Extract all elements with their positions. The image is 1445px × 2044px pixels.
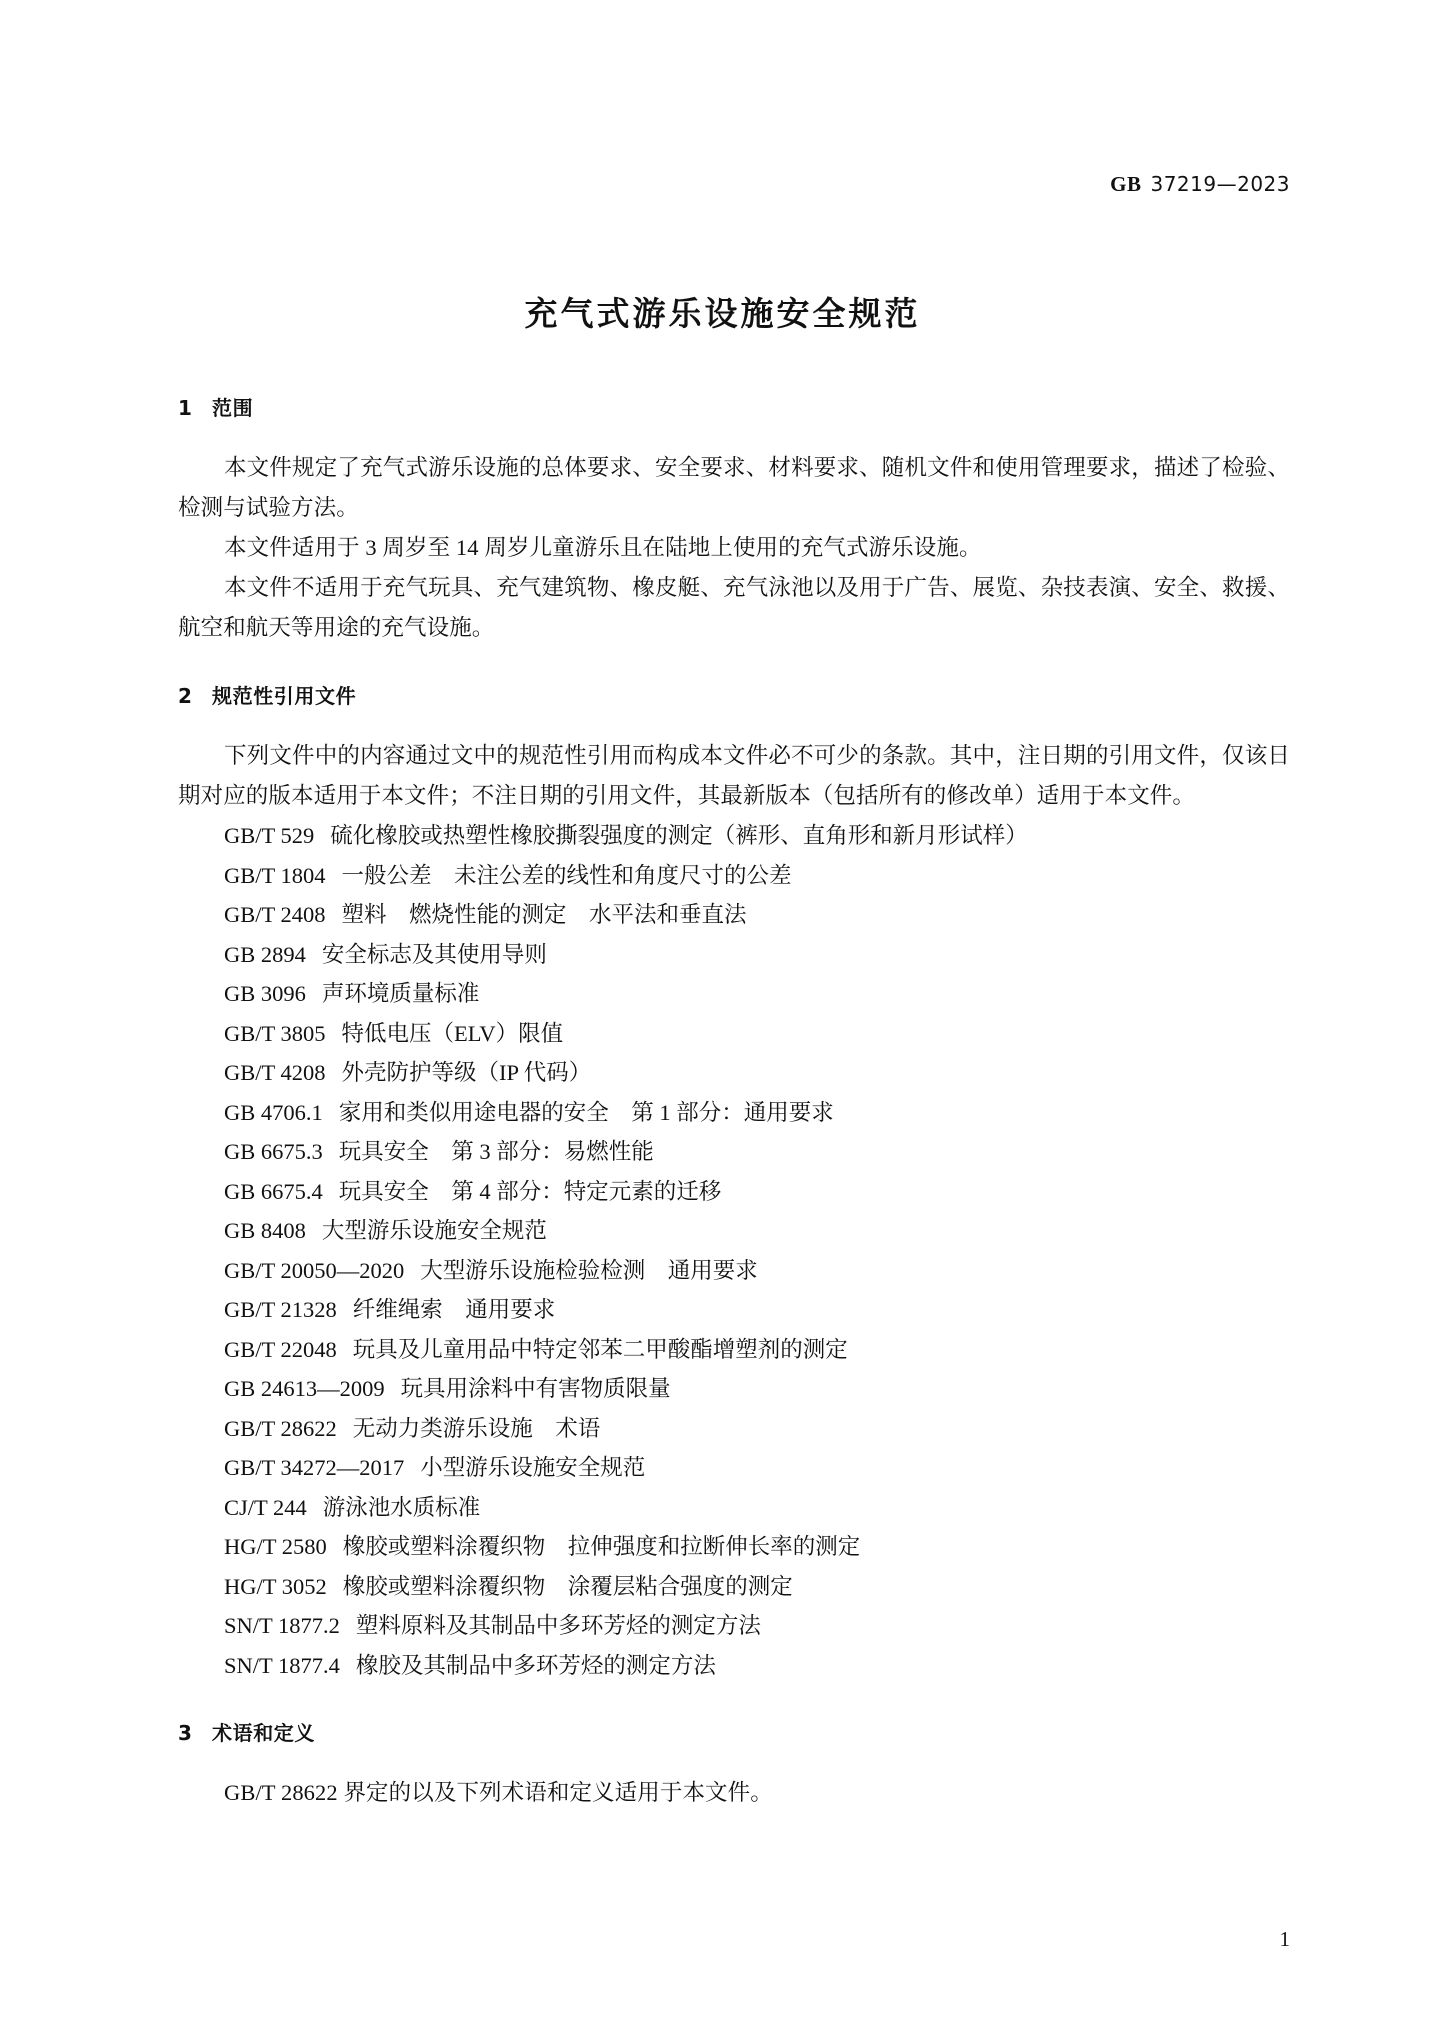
reference-item xyxy=(178,974,1290,1014)
spacer xyxy=(178,706,1290,736)
section-number-normative-references: 2 xyxy=(178,684,193,708)
reference-title: 大型游乐设施安全规范 xyxy=(321,1218,547,1243)
spacer xyxy=(178,648,1290,686)
reference-title: 游泳池水质标准 xyxy=(322,1494,481,1520)
scope-paragraph-3: 本文件不适用于充气玩具、充气建筑物、橡皮艇、充气泳池以及用于广告、展览、杂技表演、安全、救援、航空和航天等用途的充气设施。 xyxy=(178,575,1290,640)
normative-references-paragraph-1: 下列文件中的内容通过文中的规范性引用而构成本文件必不可少的条款。其中，注日期的引用文件，仅该日期对应的版本适用于本文件；不注日期的引用文件，其最新版本（包括所有的修改单）适用于本文件。 xyxy=(178,743,1290,808)
reference-title: 玩具安全 第 3 部分：易燃性能 xyxy=(338,1139,654,1164)
reference-code: GB/T 34272—2017 xyxy=(224,1455,405,1480)
reference-item xyxy=(178,1606,1290,1646)
reference-item xyxy=(178,1330,1290,1370)
reference-item xyxy=(178,1172,1290,1212)
section-title-terms-and-definitions: 术语和定义 xyxy=(212,1721,315,1745)
reference-item xyxy=(178,1369,1290,1409)
reference-item xyxy=(178,1251,1290,1291)
reference-title: 一般公差 未注公差的线性和角度尺寸的公差 xyxy=(341,862,792,888)
reference-code: GB/T 22048 xyxy=(224,1336,337,1362)
spacer xyxy=(178,418,1290,448)
reference-title: 硫化橡胶或热塑性橡胶撕裂强度的测定（裤形、直角形和新月形试样） xyxy=(330,823,1028,848)
reference-item xyxy=(178,895,1290,935)
reference-item xyxy=(178,1093,1290,1133)
reference-item xyxy=(178,1132,1290,1172)
reference-code: GB/T 3805 xyxy=(224,1020,326,1046)
normative-reference-list xyxy=(178,816,1290,1685)
reference-code: GB/T 21328 xyxy=(224,1297,337,1322)
reference-item xyxy=(178,1290,1290,1330)
reference-code: GB 6675.4 xyxy=(224,1178,323,1204)
reference-code: GB 6675.3 xyxy=(224,1139,323,1164)
reference-item xyxy=(178,1409,1290,1449)
section-number-scope: 1 xyxy=(178,396,193,420)
reference-title: 特低电压（ELV）限值 xyxy=(341,1020,564,1046)
reference-title: 家用和类似用途电器的安全 第 1 部分：通用要求 xyxy=(338,1099,834,1125)
reference-code: HG/T 2580 xyxy=(224,1534,327,1559)
reference-title: 纤维绳索 通用要求 xyxy=(352,1297,556,1322)
reference-title: 无动力类游乐设施 术语 xyxy=(352,1415,601,1441)
section-heading-scope xyxy=(178,398,1290,418)
reference-code: GB/T 1804 xyxy=(224,862,326,888)
reference-item xyxy=(178,1527,1290,1567)
reference-item xyxy=(178,1211,1290,1251)
standard-prefix: GB xyxy=(1110,172,1142,196)
section-title-scope: 范围 xyxy=(212,396,254,420)
reference-code: CJ/T 244 xyxy=(224,1494,307,1520)
reference-item xyxy=(178,1448,1290,1488)
reference-code: GB/T 20050—2020 xyxy=(224,1257,405,1283)
reference-title: 玩具及儿童用品中特定邻苯二甲酸酯增塑剂的测定 xyxy=(352,1336,848,1362)
reference-code: GB 24613—2009 xyxy=(224,1376,385,1401)
reference-title: 声环境质量标准 xyxy=(321,981,480,1006)
document-body xyxy=(178,398,1290,1813)
reference-code: SN/T 1877.2 xyxy=(224,1613,340,1638)
reference-item xyxy=(178,1488,1290,1528)
reference-title: 橡胶或塑料涂覆织物 涂覆层粘合强度的测定 xyxy=(342,1573,793,1599)
scope-paragraph-1: 本文件规定了充气式游乐设施的总体要求、安全要求、材料要求、随机文件和使用管理要求，描述了检验、检测与试验方法。 xyxy=(178,455,1290,520)
reference-code: GB 8408 xyxy=(224,1218,306,1243)
section-heading-normative-references xyxy=(178,686,1290,706)
reference-item xyxy=(178,935,1290,975)
reference-code: GB/T 28622 xyxy=(224,1415,337,1441)
spacer xyxy=(178,1685,1290,1723)
reference-item xyxy=(178,1646,1290,1686)
reference-code: GB/T 4208 xyxy=(224,1060,326,1085)
section-number-terms-and-definitions: 3 xyxy=(178,1721,193,1745)
reference-title: 橡胶及其制品中多环芳烃的测定方法 xyxy=(355,1652,716,1678)
reference-item xyxy=(178,1567,1290,1607)
reference-title: 小型游乐设施安全规范 xyxy=(420,1455,646,1480)
document-title: 充气式游乐设施安全规范 xyxy=(524,294,921,333)
spacer xyxy=(178,1743,1290,1773)
standard-number: 37219—2023 xyxy=(1150,172,1290,196)
scope-paragraph-2: 本文件适用于 3 周岁至 14 周岁儿童游乐且在陆地上使用的充气式游乐设施。 xyxy=(224,535,982,560)
reference-code: SN/T 1877.4 xyxy=(224,1652,340,1678)
reference-title: 橡胶或塑料涂覆织物 拉伸强度和拉断伸长率的测定 xyxy=(342,1534,861,1559)
reference-title: 玩具安全 第 4 部分：特定元素的迁移 xyxy=(338,1178,722,1204)
page-number: 1 xyxy=(1279,1927,1290,1951)
reference-title: 玩具用涂料中有害物质限量 xyxy=(400,1376,671,1401)
section-heading-terms-and-definitions xyxy=(178,1723,1290,1743)
reference-code: GB/T 2408 xyxy=(224,902,326,927)
reference-title: 外壳防护等级（IP 代码） xyxy=(341,1060,592,1085)
reference-code: GB 2894 xyxy=(224,941,306,967)
section-title-normative-references: 规范性引用文件 xyxy=(212,684,357,708)
reference-title: 塑料 燃烧性能的测定 水平法和垂直法 xyxy=(341,902,747,927)
reference-item xyxy=(178,816,1290,856)
reference-item xyxy=(178,1014,1290,1054)
reference-title: 安全标志及其使用导则 xyxy=(321,941,547,967)
reference-code: GB 4706.1 xyxy=(224,1099,323,1125)
terms-and-definitions-paragraph-1: GB/T 28622 界定的以及下列术语和定义适用于本文件。 xyxy=(224,1780,773,1805)
reference-item xyxy=(178,856,1290,896)
reference-item xyxy=(178,1053,1290,1093)
reference-title: 塑料原料及其制品中多环芳烃的测定方法 xyxy=(355,1613,761,1638)
reference-title: 大型游乐设施检验检测 通用要求 xyxy=(420,1257,758,1283)
reference-code: GB/T 529 xyxy=(224,823,315,848)
reference-code: GB 3096 xyxy=(224,981,306,1006)
reference-code: HG/T 3052 xyxy=(224,1573,327,1599)
running-header xyxy=(155,172,1290,200)
